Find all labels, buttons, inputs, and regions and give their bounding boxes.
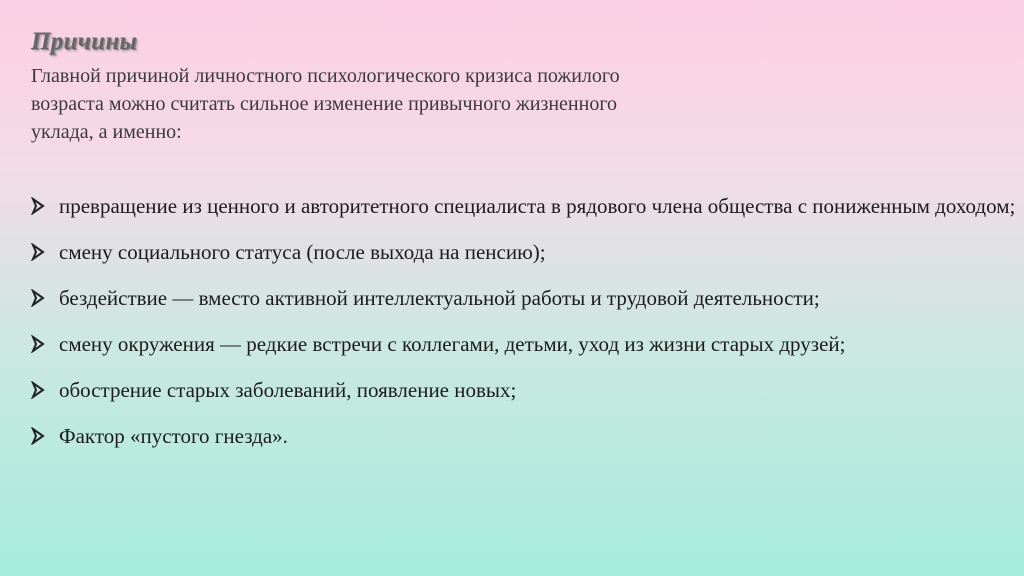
arrow-bullet-icon (28, 413, 50, 459)
arrow-bullet-icon (28, 367, 50, 413)
list-item (28, 321, 1016, 367)
list-item (28, 413, 1016, 459)
list-item (28, 183, 1016, 229)
arrow-bullet-icon (28, 275, 50, 321)
list-item-text: Фактор «пустого гнезда». (59, 424, 288, 448)
list-item-text: смену окружения — редкие встречи с коллегами, детьми, уход из жизни старых друзей; (59, 332, 846, 356)
arrow-bullet-icon (28, 229, 50, 275)
slide-title: Причины (31, 28, 138, 55)
list-item (28, 229, 1016, 275)
causes-list (28, 183, 1016, 459)
list-item (28, 275, 1016, 321)
list-item (28, 367, 1016, 413)
list-item-text: смену социального статуса (после выхода на пенсию); (59, 240, 546, 264)
list-item-text: обострение старых заболеваний, появление новых; (59, 378, 517, 402)
list-item-text: бездействие — вместо активной интеллектуальной работы и трудовой деятельности; (59, 286, 820, 310)
list-item-text: превращение из ценного и авторитетного специалиста в рядового члена общества с пониженным доходом; (59, 194, 1016, 218)
arrow-bullet-icon (28, 321, 50, 367)
intro-paragraph: Главной причиной личностного психологического кризиса пожилого возраста можно считать сильное изменение привычного жизненного уклада, а именно: (31, 65, 620, 143)
arrow-bullet-icon (28, 183, 50, 229)
